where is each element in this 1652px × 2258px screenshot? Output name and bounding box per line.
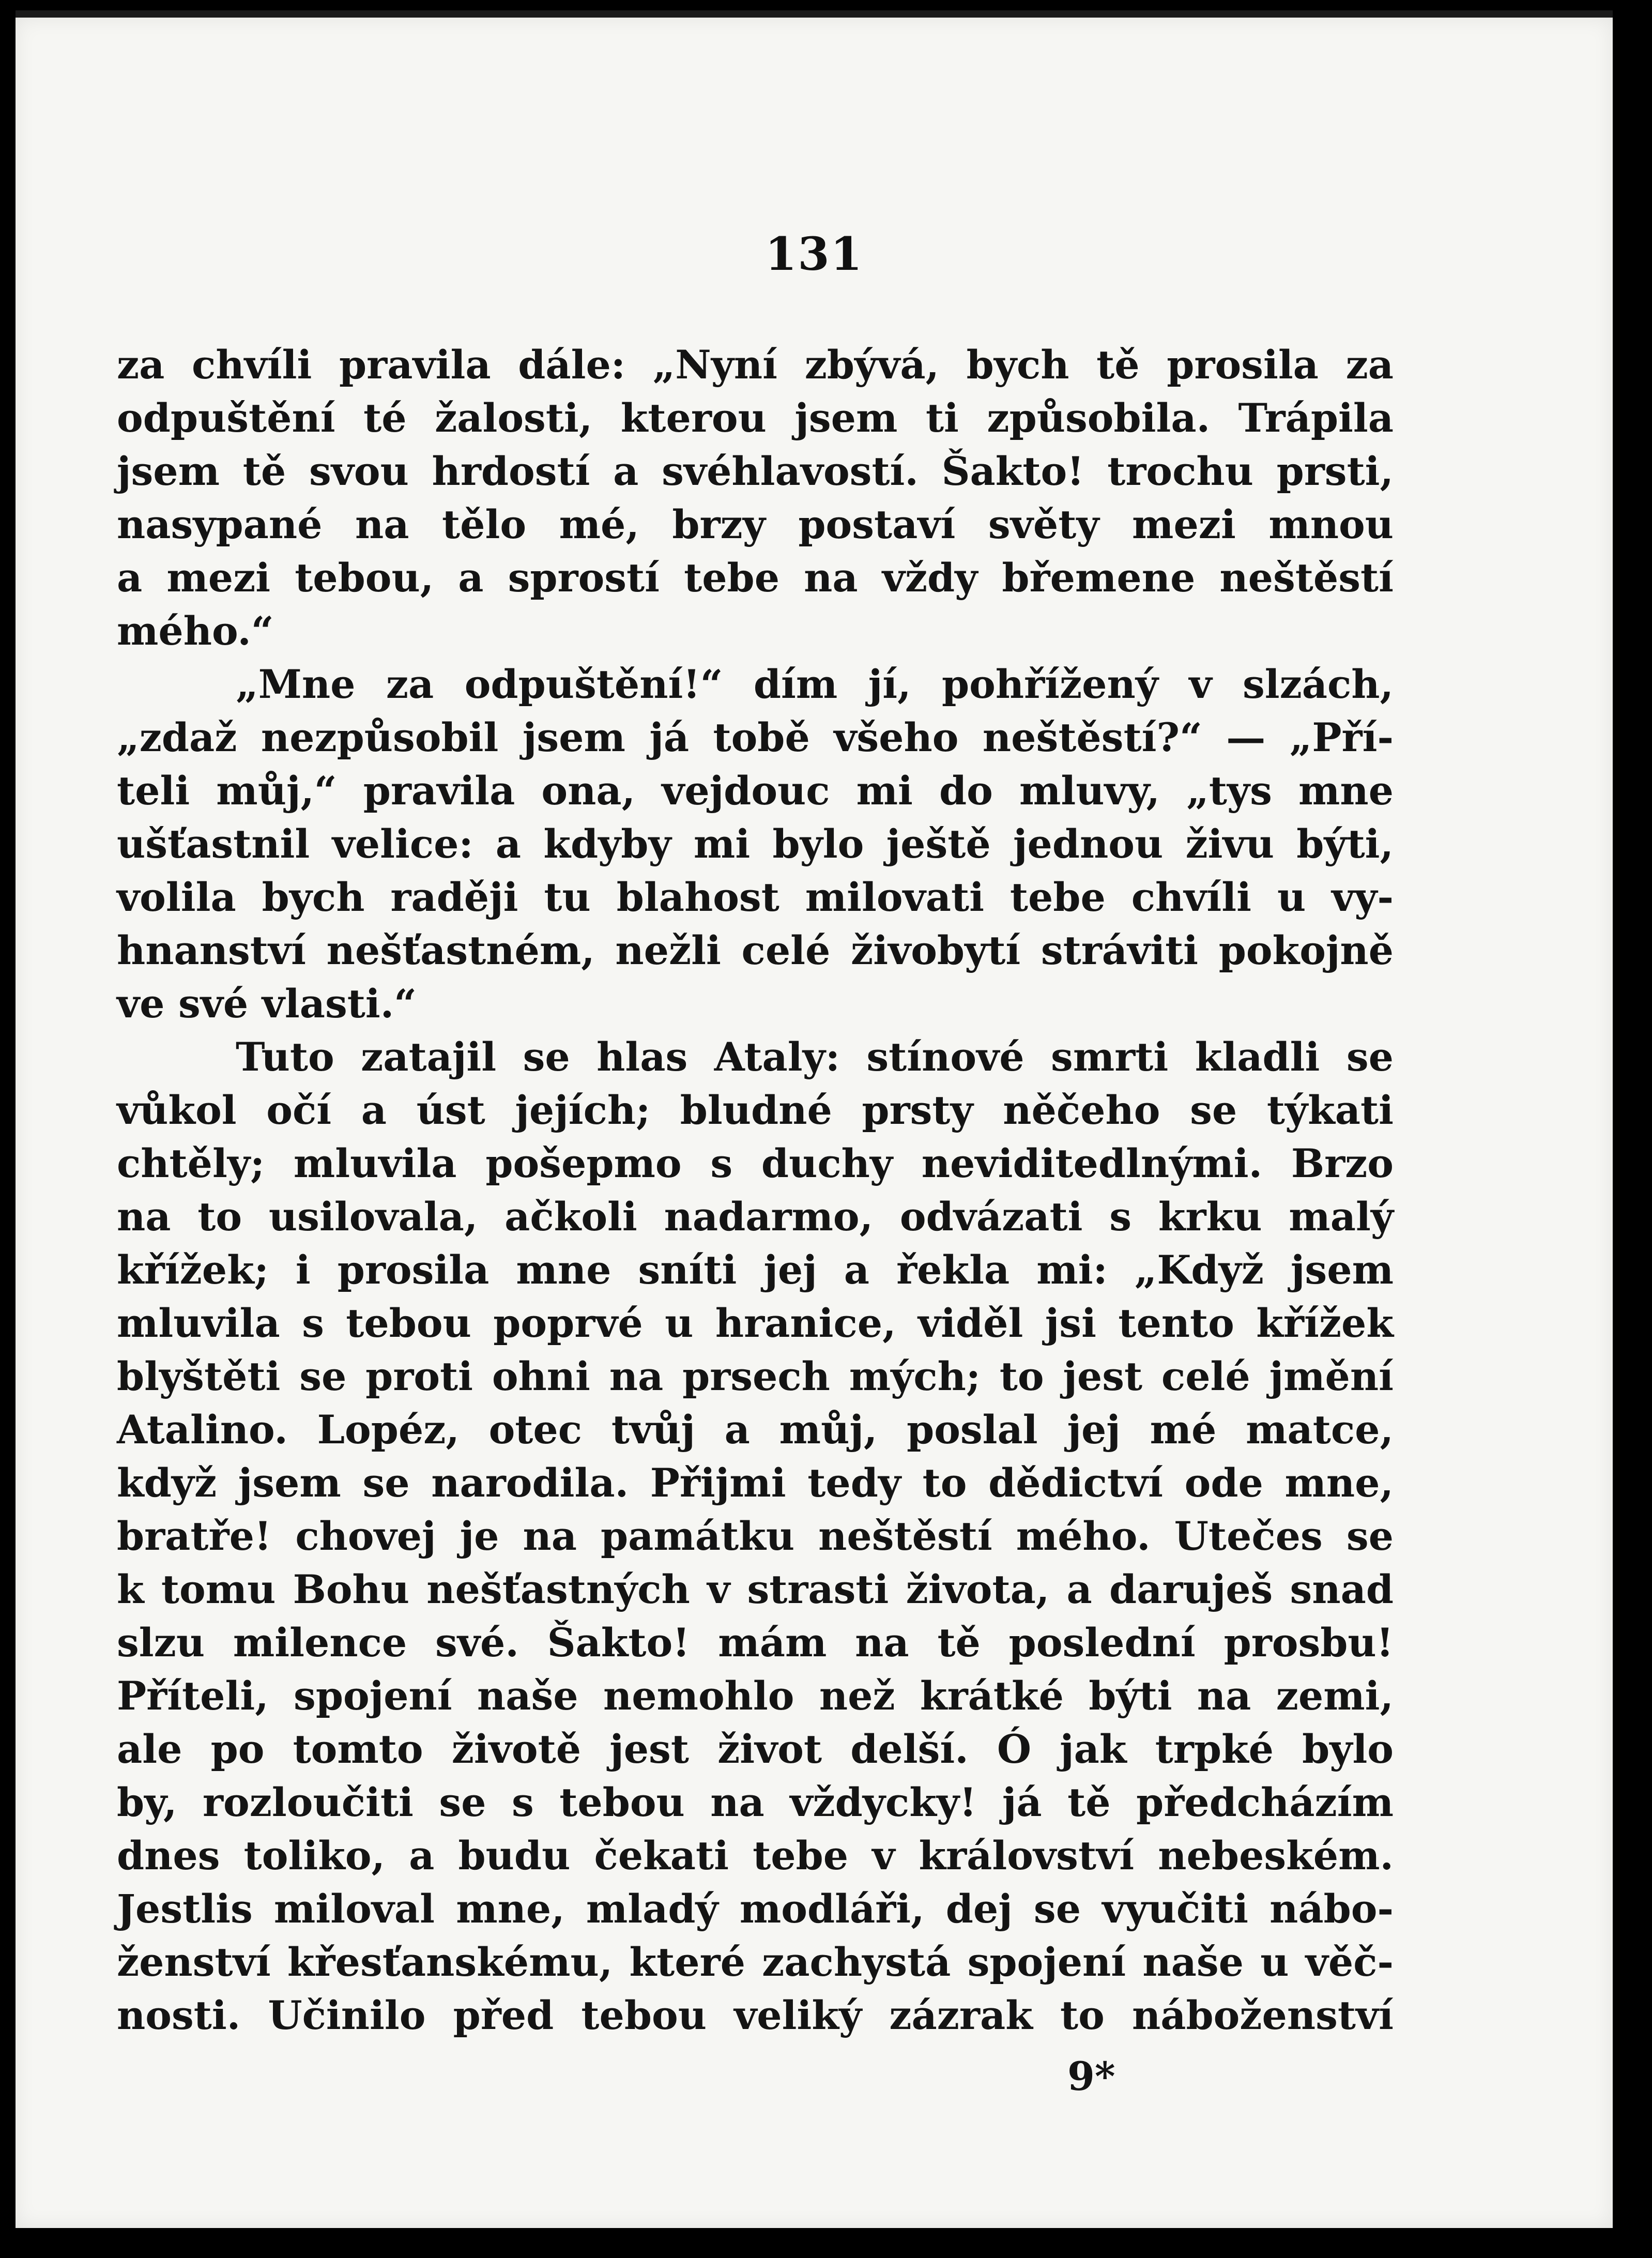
text-line: hnanství nešťastném, nežli celé živobytí stráviti pokojně (117, 927, 1394, 973)
text-line: volila bych raději tu blahost milovati tebe chvíli u vy- (117, 874, 1394, 920)
scan-left-border (0, 0, 16, 2258)
page-number: 131 (765, 227, 863, 281)
text-line: Tuto zatajil se hlas Ataly: stínové smrti kladli se (236, 1034, 1394, 1080)
text-line: křížek; i prosila mne sníti jej a řekla mi: „Když jsem (117, 1247, 1394, 1293)
text-line: chtěly; mluvila pošepmo s duchy neviditedlnými. Brzo (117, 1140, 1394, 1186)
text-line: a mezi tebou, a sprostí tebe na vždy břemene neštěstí (117, 555, 1394, 601)
text-line: slzu milence své. Šakto! mám na tě poslední prosbu! (117, 1620, 1394, 1666)
text-line: mluvila s tebou poprvé u hranice, viděl jsi tento křížek (117, 1300, 1394, 1346)
paragraph-3 (117, 1030, 1394, 2042)
text-line: k tomu Bohu nešťastných v strasti života, a daruješ snad (117, 1566, 1394, 1612)
text-line: „zdaž nezpůsobil jsem já tobě všeho neštěstí?“ — „Pří- (117, 714, 1394, 760)
text-line: Atalino. Lopéz, otec tvůj a můj, poslal jej mé matce, (117, 1407, 1394, 1453)
text-line: ženství křesťanskému, které zachystá spojení naše u věč- (117, 1939, 1394, 1985)
text-line: mého.“ (117, 608, 274, 654)
paragraph-2 (117, 658, 1394, 1030)
text-line: Příteli, spojení naše nemohlo než krátké býti na zemi, (117, 1673, 1394, 1719)
text-line: vůkol očí a úst jejích; bludné prsty něčeho se týkati (117, 1087, 1394, 1133)
book-page (16, 10, 1613, 2228)
text-line: když jsem se narodila. Přijmi tedy to dědictví ode mne, (117, 1460, 1394, 1506)
text-line: na to usilovala, ačkoli nadarmo, odvázati s krku malý (117, 1194, 1394, 1240)
text-line: za chvíli pravila dále: „Nyní zbývá, bych tě prosila za (117, 342, 1394, 388)
text-line: blyštěti se proti ohni na prsech mých; to jest celé jmění (117, 1353, 1394, 1399)
scan-right-border (1613, 0, 1652, 2258)
text-line: jsem tě svou hrdostí a svéhlavostí. Šakto! trochu prsti, (117, 448, 1394, 494)
text-line: ve své vlasti.“ (117, 981, 417, 1027)
text-line: bratře! chovej je na památku neštěstí mého. Utečes se (117, 1513, 1394, 1559)
body-text (117, 338, 1394, 2042)
paragraph-1 (117, 338, 1394, 658)
text-line: odpuštění té žalosti, kterou jsem ti způsobila. Trápila (117, 395, 1394, 441)
text-line: Jestlis miloval mne, mladý modláři, dej se vyučiti nábo- (117, 1886, 1394, 1932)
text-line: „Mne za odpuštění!“ dím jí, pohřížený v slzách, (236, 661, 1394, 707)
text-line: teli můj,“ pravila ona, vejdouc mi do mluvy, „tys mne (117, 768, 1394, 814)
text-line: ušťastnil velice: a kdyby mi bylo ještě jednou živu býti, (117, 821, 1394, 867)
text-line: nasypané na tělo mé, brzy postaví světy mezi mnou (117, 501, 1394, 547)
text-line: dnes toliko, a budu čekati tebe v království nebeském. (117, 1833, 1394, 1879)
text-line: ale po tomto životě jest život delší. Ó jak trpké bylo (117, 1726, 1394, 1772)
printer-signature-mark: 9* (1067, 2053, 1115, 2099)
text-line: nosti. Učinilo před tebou veliký zázrak to náboženství (117, 1992, 1394, 2038)
text-line: by, rozloučiti se s tebou na vždycky! já tě předcházím (117, 1779, 1394, 1825)
